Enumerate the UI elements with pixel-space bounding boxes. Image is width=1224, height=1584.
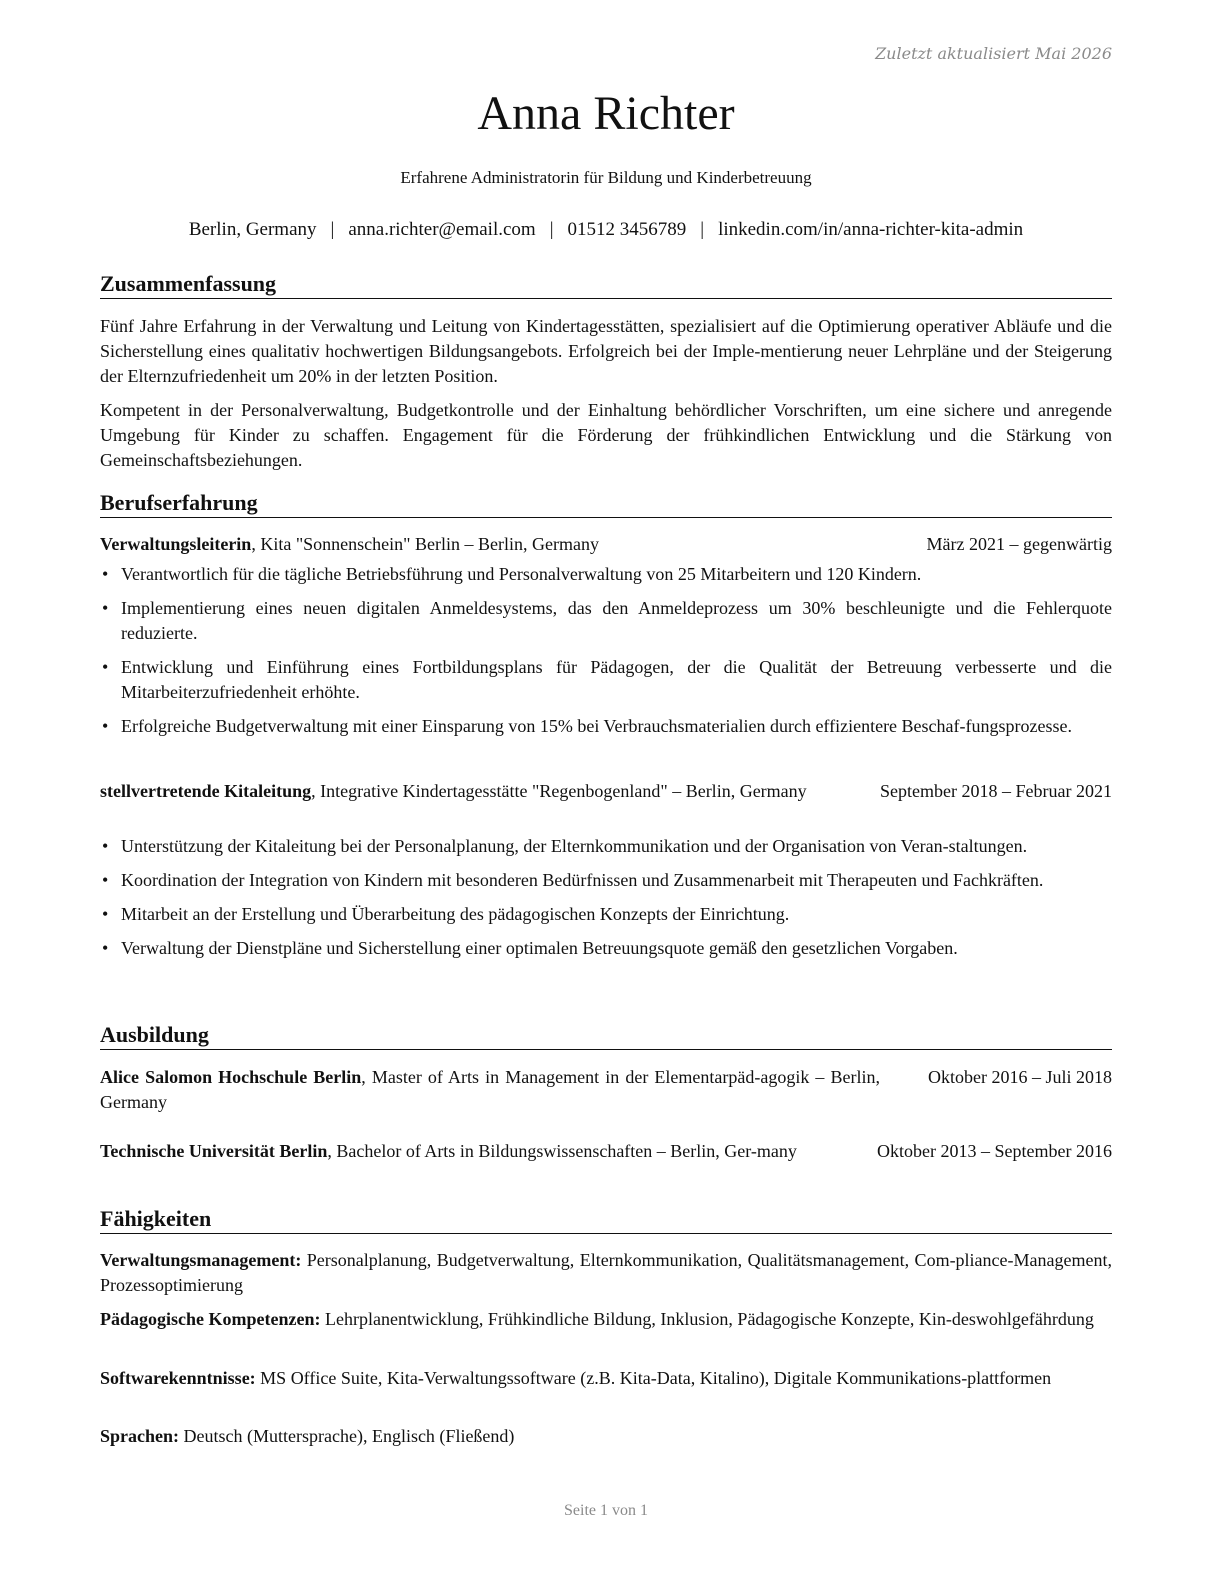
education-title-line	[100, 1139, 872, 1164]
job-role: stellvertretende Kitaleitung	[100, 781, 312, 801]
summary-paragraph-2: Kompetent in der Personalverwaltung, Budgetkontrolle und der Einhaltung behördlicher Vorschriften, um eine sichere und anregende Umgebung für Kinder zu schaffen. Engagement für die Förderung der frühkindlichen Entwicklung und die Stärkung von Gemeinschaftsbeziehungen.	[100, 400, 1112, 470]
list-item: • Unterstützung der Kitaleitung bei der Personalplanung, der Elternkommunikation und der Organisation von Veran-staltungen.	[100, 834, 1112, 859]
skill-label: Pädagogische Kompetenzen:	[100, 1309, 321, 1329]
school-name: Alice Salomon Hochschule Berlin	[100, 1067, 362, 1087]
job-org: , Integrative Kindertagesstätte "Regenbogenland" – Berlin, Germany	[311, 781, 807, 801]
job-bullets	[100, 834, 1112, 970]
job-dates: September 2018 – Februar 2021	[880, 781, 1112, 801]
page-footer: Seite 1 von 1	[564, 1502, 648, 1519]
section-title-education: Ausbildung	[100, 1022, 1112, 1050]
contact-line	[50, 219, 1162, 241]
school-name: Technische Universität Berlin	[100, 1141, 328, 1161]
skill-row	[100, 1307, 1112, 1332]
section-title-summary: Zusammenfassung	[100, 271, 1112, 299]
degree: , Master of Arts in Management in der Elementarpäd-agogik – Berlin, Germany	[100, 1067, 881, 1112]
education-title-line	[100, 1065, 880, 1115]
job-header	[100, 532, 1112, 557]
section-title-skills: Fähigkeiten	[100, 1206, 1112, 1234]
skill-label: Sprachen:	[100, 1426, 180, 1446]
skill-label: Softwarekenntnisse:	[100, 1368, 256, 1388]
candidate-name: Anna Richter	[477, 87, 735, 140]
job-title-line	[100, 779, 872, 804]
education-dates: Oktober 2016 – Juli 2018	[928, 1067, 1112, 1087]
job-header	[100, 779, 1112, 829]
tagline: Erfahrene Administratorin für Bildung und Kinderbetreuung	[400, 168, 812, 187]
skill-row	[100, 1248, 1112, 1298]
last-updated: Zuletzt aktualisiert Mai 2026	[875, 44, 1112, 63]
summary-paragraph-1: Fünf Jahre Erfahrung in der Verwaltung und Leitung von Kindertagesstätten, spezialisiert auf die Optimierung operativer Abläufe und die Sicherstellung eines qualitativ hochwertigen Bildungsangebots. Erfolgreich bei der Imple-mentierung neuer Lehrpläne und der Steigerung der Elternzufriedenheit um 20% in der letzten Position.	[100, 316, 1112, 386]
job-bullets	[100, 562, 1112, 748]
resume-page	[100, 0, 1112, 1584]
skill-value: MS Office Suite, Kita-Verwaltungssoftware (z.B. Kita-Data, Kitalino), Digitale Kommunikations-plattformen	[255, 1368, 1052, 1388]
list-item: • Mitarbeit an der Erstellung und Überarbeitung des pädagogischen Konzepts der Einrichtung.	[100, 902, 1112, 927]
degree: , Bachelor of Arts in Bildungswissenschaften – Berlin, Ger-many	[327, 1141, 797, 1161]
skill-row	[100, 1424, 1112, 1449]
education-dates: Oktober 2013 – September 2016	[877, 1141, 1112, 1161]
separator: |	[700, 219, 705, 240]
education-entry	[100, 1065, 1112, 1115]
list-item: • Verantwortlich für die tägliche Betriebsführung und Personalverwaltung von 25 Mitarbeitern und 120 Kindern.	[100, 562, 1112, 587]
list-item: • Koordination der Integration von Kindern mit besonderen Bedürfnissen und Zusammenarbeit mit Therapeuten und Fachkräften.	[100, 868, 1112, 893]
job-title-line	[100, 532, 599, 557]
separator: |	[330, 219, 335, 240]
list-item: • Erfolgreiche Budgetverwaltung mit einer Einsparung von 15% bei Verbrauchsmaterialien durch effizientere Beschaf-fungsprozesse.	[100, 714, 1112, 739]
skill-value: Deutsch (Muttersprache), Englisch (Fließend)	[179, 1426, 515, 1446]
separator: |	[549, 219, 554, 240]
contact-linkedin[interactable]: linkedin.com/in/anna-richter-kita-admin	[718, 219, 1024, 240]
education-entry	[100, 1139, 1112, 1189]
list-item: • Entwicklung und Einführung eines Fortbildungsplans für Pädagogen, der die Qualität der Betreuung verbesserte und die Mitarbeiterzufriedenheit erhöhte.	[100, 655, 1112, 705]
contact-email[interactable]: anna.richter@email.com	[348, 219, 536, 240]
job-dates: März 2021 – gegenwärtig	[926, 534, 1112, 554]
skill-label: Verwaltungsmanagement:	[100, 1250, 302, 1270]
job-role: Verwaltungsleiterin	[100, 534, 252, 554]
list-item: • Verwaltung der Dienstpläne und Sicherstellung einer optimalen Betreuungsquote gemäß den gesetzlichen Vorgaben.	[100, 936, 1112, 961]
list-item: • Implementierung eines neuen digitalen Anmeldesystems, das den Anmeldeprozess um 30% beschleunigte und die Fehlerquote reduzierte.	[100, 596, 1112, 646]
contact-location: Berlin, Germany	[188, 219, 317, 240]
job-org: , Kita "Sonnenschein" Berlin – Berlin, Germany	[251, 534, 599, 554]
skill-value: Lehrplanentwicklung, Frühkindliche Bildung, Inklusion, Pädagogische Konzepte, Kin-deswohlgefährdung	[320, 1309, 1094, 1329]
skill-value: Personalplanung, Budgetverwaltung, Elternkommunikation, Qualitätsmanagement, Com-pliance-Management, Prozessoptimierung	[100, 1250, 1112, 1295]
skill-row	[100, 1366, 1112, 1391]
section-title-experience: Berufserfahrung	[100, 490, 1112, 518]
contact-phone: 01512 3456789	[567, 219, 687, 240]
